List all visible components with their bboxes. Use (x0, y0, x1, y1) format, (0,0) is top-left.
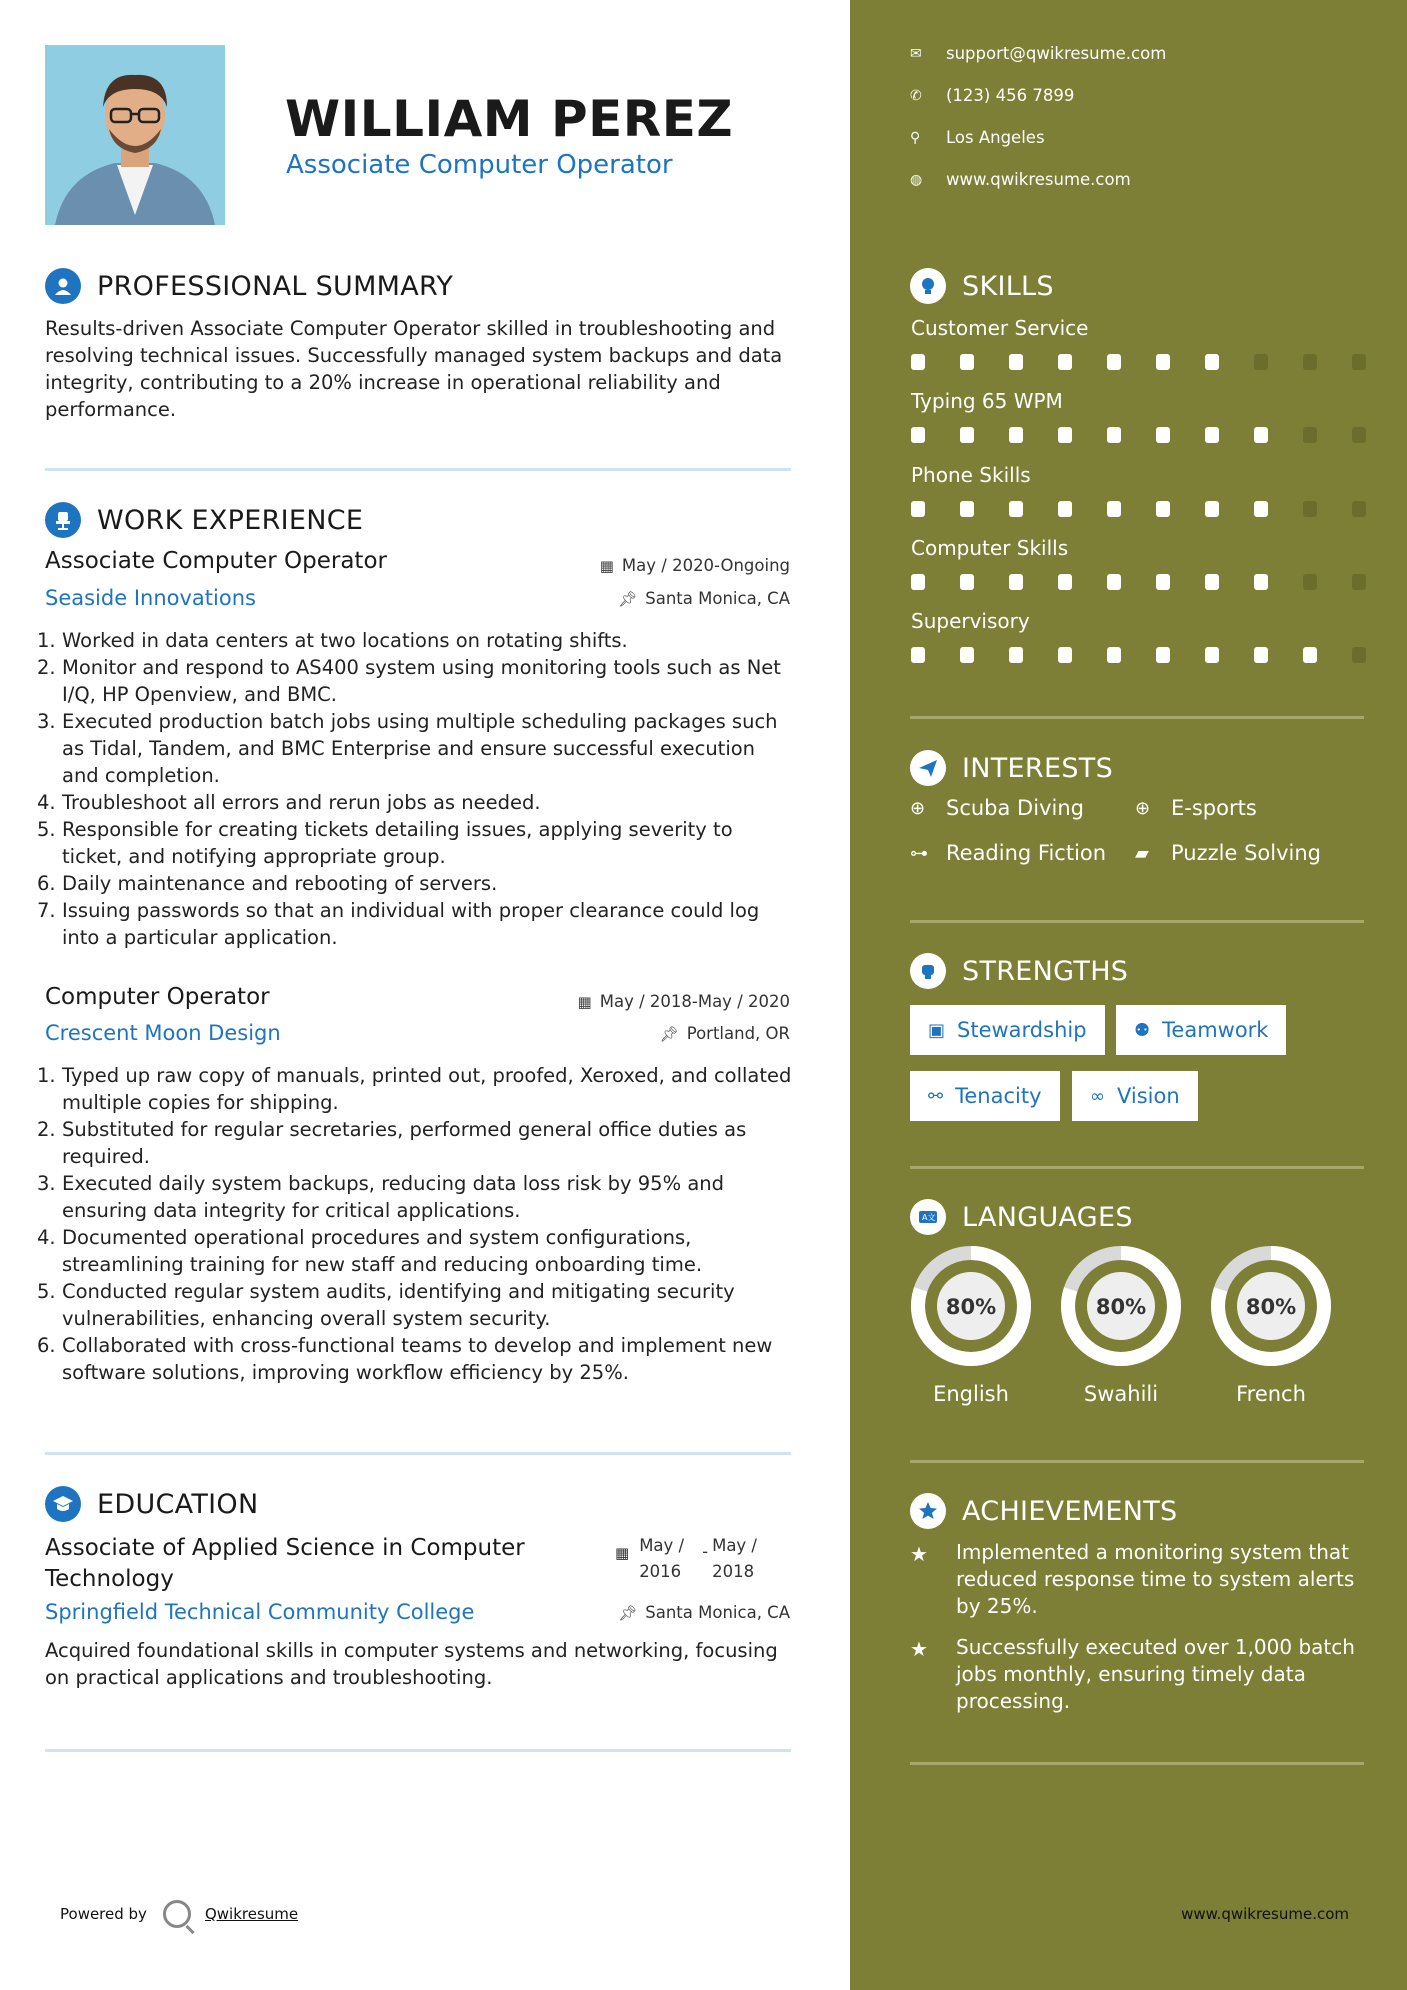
link-icon: ⚯ (928, 1085, 944, 1107)
rating-dot-filled (1107, 647, 1121, 663)
summary-heading (45, 268, 453, 304)
rating-dot-empty (1352, 647, 1366, 663)
contact-website[interactable] (910, 170, 1131, 189)
education-location (618, 1603, 790, 1622)
powered-by-label: Powered by (60, 1905, 147, 1923)
date-separator: - (702, 1542, 709, 1561)
rating-dot-filled (1058, 501, 1072, 517)
gamepad-icon: ⊶ (910, 842, 928, 864)
interest-item (910, 796, 1084, 820)
contact-location (910, 128, 1045, 147)
education-title: EDUCATION (97, 1488, 259, 1520)
strength-label: Teamwork (1162, 1018, 1269, 1042)
rating-dot-filled (960, 354, 974, 370)
rating-dot-filled (1009, 427, 1023, 443)
rating-dot-filled (1303, 647, 1317, 663)
life-ring-icon: ⊕ (1135, 797, 1151, 819)
pin-icon: 📌︎ (618, 589, 638, 608)
rating-dot-filled (1254, 574, 1268, 590)
job-company: Crescent Moon Design (45, 1021, 281, 1045)
brand-link[interactable]: Qwikresume (204, 1905, 299, 1923)
rating-dot-filled (1058, 354, 1072, 370)
candidate-title: Associate Computer Operator (286, 150, 673, 180)
graduation-cap-icon (45, 1486, 81, 1522)
list-item: 2. Monitor and respond to AS400 system using monitoring tools such as Net I/Q, HP Openview, and BMC. (37, 656, 781, 706)
calendar-icon: ▦ (615, 1544, 630, 1562)
rating-dot-filled (1107, 501, 1121, 517)
briefcase-icon: ▣ (928, 1019, 946, 1041)
rating-dot-filled (1156, 647, 1170, 663)
pin-icon: 📌︎ (618, 1603, 638, 1622)
rating-dot-filled (911, 354, 925, 370)
rating-dot-filled (960, 501, 974, 517)
list-item: 5. Responsible for creating tickets detailing issues, applying severity to ticket, and notifying appropriate group. (37, 818, 733, 868)
list-item: 4. Documented operational procedures and system configurations, streamlining training for new staff and reducing onboarding time. (37, 1226, 703, 1276)
rating-dot-filled (1058, 647, 1072, 663)
contact-phone-text: (123) 456 7899 (946, 86, 1075, 105)
star-icon: ★ (910, 1542, 928, 1566)
list-item: 6. Daily maintenance and rebooting of servers. (37, 872, 498, 895)
achievement-text: Successfully executed over 1,000 batch jobs monthly, ensuring timely data processing. (956, 1635, 1355, 1713)
summary-title: PROFESSIONAL SUMMARY (97, 270, 454, 302)
calendar-icon: ▦ (577, 992, 592, 1011)
rating-dot-empty (1303, 427, 1317, 443)
skills-heading (910, 268, 1054, 304)
job-location (618, 589, 790, 608)
rating-dot-filled (1009, 501, 1023, 517)
contact-website-text: www.qwikresume.com (946, 170, 1131, 189)
rating-dot-filled (1205, 501, 1219, 517)
rating-dot-filled (1156, 427, 1170, 443)
divider (910, 1166, 1364, 1169)
rating-dot-filled (911, 574, 925, 590)
languages-title: LANGUAGES (962, 1201, 1133, 1233)
job-title: Computer Operator (45, 984, 270, 1010)
interest-label: Scuba Diving (946, 796, 1084, 820)
rating-dot-empty (1254, 354, 1268, 370)
rating-dot-filled (1205, 574, 1219, 590)
languages-heading (910, 1199, 1133, 1235)
strength-label: Tenacity (955, 1084, 1042, 1108)
rating-dot-filled (911, 501, 925, 517)
rating-dot-filled (1009, 354, 1023, 370)
rating-dot-filled (1254, 647, 1268, 663)
skill-name: Typing 65 WPM (911, 389, 1063, 413)
phone-icon: ✆ (910, 87, 922, 104)
skill-rating (911, 427, 1401, 443)
strength-label: Stewardship (957, 1018, 1087, 1042)
language-percent: 80% (1095, 1295, 1147, 1319)
strength-badge (910, 1005, 1105, 1055)
interest-label: E-sports (1171, 796, 1257, 820)
rating-dot-filled (1156, 501, 1170, 517)
job-location-text: Santa Monica, CA (645, 589, 790, 608)
rating-dot-filled (960, 574, 974, 590)
achievements-heading (910, 1493, 1178, 1529)
list-item: 1. Typed up raw copy of manuals, printed out, proofed, Xeroxed, and collated multiple copies for shipping. (37, 1064, 792, 1114)
rating-dot-empty (1352, 501, 1366, 517)
svg-text:A文: A文 (922, 1213, 936, 1222)
interests-title: INTERESTS (962, 752, 1114, 784)
list-item: 2. Substituted for regular secretaries, performed general office duties as required. (37, 1118, 747, 1168)
binoculars-icon: ∞ (1090, 1085, 1105, 1107)
rating-dot-filled (1009, 647, 1023, 663)
achievement-item (910, 1634, 1370, 1715)
skill-rating (911, 574, 1401, 590)
skill-rating (911, 354, 1401, 370)
divider (45, 1452, 791, 1455)
rating-dot-empty (1303, 574, 1317, 590)
interest-label: Puzzle Solving (1171, 841, 1321, 865)
achievements-title: ACHIEVEMENTS (962, 1495, 1178, 1527)
language-name: English (933, 1382, 1009, 1406)
language-progress-ring (909, 1244, 1033, 1368)
degree (45, 1533, 525, 1595)
language-item (909, 1244, 1033, 1406)
rating-dot-empty (1352, 574, 1366, 590)
star-badge-icon (910, 1493, 946, 1529)
map-pin-icon: ⚲ (910, 129, 921, 146)
rating-dot-filled (1156, 574, 1170, 590)
language-progress-ring (1209, 1244, 1333, 1368)
rating-dot-filled (1254, 501, 1268, 517)
rating-dot-filled (960, 427, 974, 443)
job-date (600, 556, 790, 575)
achievement-text: Implemented a monitoring system that reduced response time to system alerts by 25%. (956, 1540, 1355, 1618)
education-heading (45, 1486, 258, 1522)
list-item: 3. Executed production batch jobs using multiple scheduling packages such as Tidal, Tandem, and BMC Enterprise and ensure successful execution and completion. (37, 710, 778, 787)
summary-text: Results-driven Associate Computer Operator skilled in troubleshooting and resolving technical issues. Successfully managed system backups and data integrity, contributing to a 20% increase in operational reliability and performance. (45, 317, 783, 421)
school: Springfield Technical Community College (45, 1600, 475, 1624)
job-duties (37, 627, 797, 951)
strength-label: Vision (1117, 1084, 1180, 1108)
strength-badge (1116, 1005, 1286, 1055)
book-icon: ▰ (1135, 842, 1149, 864)
language-item (1059, 1244, 1183, 1406)
education-location-text: Santa Monica, CA (645, 1603, 790, 1622)
job-location (660, 1024, 790, 1043)
degree-line: Technology (45, 1566, 174, 1592)
experience-title: WORK EXPERIENCE (97, 504, 364, 536)
calendar-icon: ▦ (599, 556, 614, 575)
rating-dot-filled (1205, 647, 1219, 663)
skill-name: Customer Service (911, 316, 1089, 340)
job-date-text: May / 2018-May / 2020 (599, 992, 790, 1011)
rating-dot-filled (1205, 354, 1219, 370)
divider (910, 1460, 1364, 1463)
list-item: 6. Collaborated with cross-functional teams to develop and implement new software solutions, improving workflow efficiency by 25%. (37, 1334, 773, 1384)
interest-item (1135, 841, 1321, 865)
strength-badge (1072, 1071, 1198, 1121)
rating-dot-filled (1009, 574, 1023, 590)
footer-url[interactable]: www.qwikresume.com (1181, 1905, 1349, 1923)
list-item: 4. Troubleshoot all errors and rerun jobs as needed. (37, 791, 541, 814)
rating-dot-empty (1352, 354, 1366, 370)
strengths-heading (910, 953, 1128, 989)
qwikresume-logo-icon (163, 1900, 191, 1928)
interest-item (910, 841, 1106, 865)
job-company: Seaside Innovations (45, 586, 256, 610)
job-date-text: May / 2020-Ongoing (621, 556, 790, 575)
interest-item (1135, 796, 1257, 820)
pin-icon: 📌︎ (659, 1024, 679, 1043)
education-start: May / 2016 (639, 1536, 685, 1581)
skill-rating (911, 647, 1401, 663)
list-item: 5. Conducted regular system audits, identifying and mitigating security vulnerabilities, enhancing overall system security. (37, 1280, 735, 1330)
education-text: Acquired foundational skills in computer systems and networking, focusing on practical applications and troubleshooting. (45, 1639, 778, 1689)
language-item (1209, 1244, 1333, 1406)
divider (45, 1749, 791, 1752)
powered-by (60, 1900, 298, 1928)
strengths-title: STRENGTHS (962, 955, 1129, 987)
rating-dot-filled (1205, 427, 1219, 443)
job-title: Associate Computer Operator (45, 548, 387, 574)
degree-line: Associate of Applied Science in Computer (45, 1535, 525, 1561)
rating-dot-filled (911, 647, 925, 663)
envelope-icon: ✉ (910, 45, 922, 62)
profile-photo (45, 45, 225, 225)
divider (45, 468, 791, 471)
paper-plane-icon (910, 750, 946, 786)
rating-dot-filled (1107, 574, 1121, 590)
experience-heading (45, 502, 363, 538)
rating-dot-filled (1254, 427, 1268, 443)
interest-label: Reading Fiction (946, 841, 1107, 865)
list-item: 1. Worked in data centers at two locations on rotating shifts. (37, 629, 628, 652)
contact-phone[interactable] (910, 86, 1074, 105)
job-duties (37, 1062, 797, 1386)
rating-dot-empty (1303, 354, 1317, 370)
chair-icon (45, 502, 81, 538)
translate-icon (910, 1199, 946, 1235)
rating-dot-filled (1156, 354, 1170, 370)
language-name: French (1236, 1382, 1306, 1406)
rating-dot-filled (1058, 574, 1072, 590)
life-ring-icon: ⊕ (910, 797, 926, 819)
list-item: 3. Executed daily system backups, reducing data loss risk by 95% and ensuring data integrity for critical applications. (37, 1172, 725, 1222)
language-progress-ring (1059, 1244, 1183, 1368)
contact-email[interactable] (910, 44, 1166, 63)
divider (910, 1762, 1364, 1765)
globe-icon: ◍ (910, 171, 923, 188)
language-percent: 80% (945, 1295, 997, 1319)
strength-badge (910, 1071, 1060, 1121)
user-icon (45, 268, 81, 304)
star-icon: ★ (910, 1637, 928, 1661)
rating-dot-filled (1058, 427, 1072, 443)
rating-dot-filled (960, 647, 974, 663)
skill-name: Phone Skills (911, 463, 1031, 487)
fist-icon (910, 953, 946, 989)
interests-heading (910, 750, 1113, 786)
list-item: 7. Issuing passwords so that an individual with proper clearance could log into a particular application. (37, 899, 760, 949)
rating-dot-filled (1107, 354, 1121, 370)
divider (910, 716, 1364, 719)
language-percent: 80% (1245, 1295, 1297, 1319)
rating-dot-empty (1352, 427, 1366, 443)
skill-name: Computer Skills (911, 536, 1069, 560)
skills-title: SKILLS (962, 270, 1054, 302)
job-date (578, 992, 790, 1011)
rating-dot-empty (1303, 501, 1317, 517)
rating-dot-filled (911, 427, 925, 443)
contact-email-text: support@qwikresume.com (946, 44, 1167, 63)
achievement-item (910, 1539, 1370, 1620)
skill-rating (911, 501, 1401, 517)
language-name: Swahili (1083, 1382, 1159, 1406)
divider (910, 920, 1364, 923)
rating-dot-filled (1107, 427, 1121, 443)
users-icon: ⚉ (1134, 1019, 1151, 1041)
candidate-name: WILLIAM PEREZ (285, 90, 734, 148)
lightbulb-icon (910, 268, 946, 304)
skill-name: Supervisory (911, 609, 1030, 633)
contact-location-text: Los Angeles (946, 128, 1045, 147)
education-end: May / 2018 (712, 1536, 757, 1581)
education-date (615, 1533, 757, 1585)
job-location-text: Portland, OR (686, 1024, 790, 1043)
